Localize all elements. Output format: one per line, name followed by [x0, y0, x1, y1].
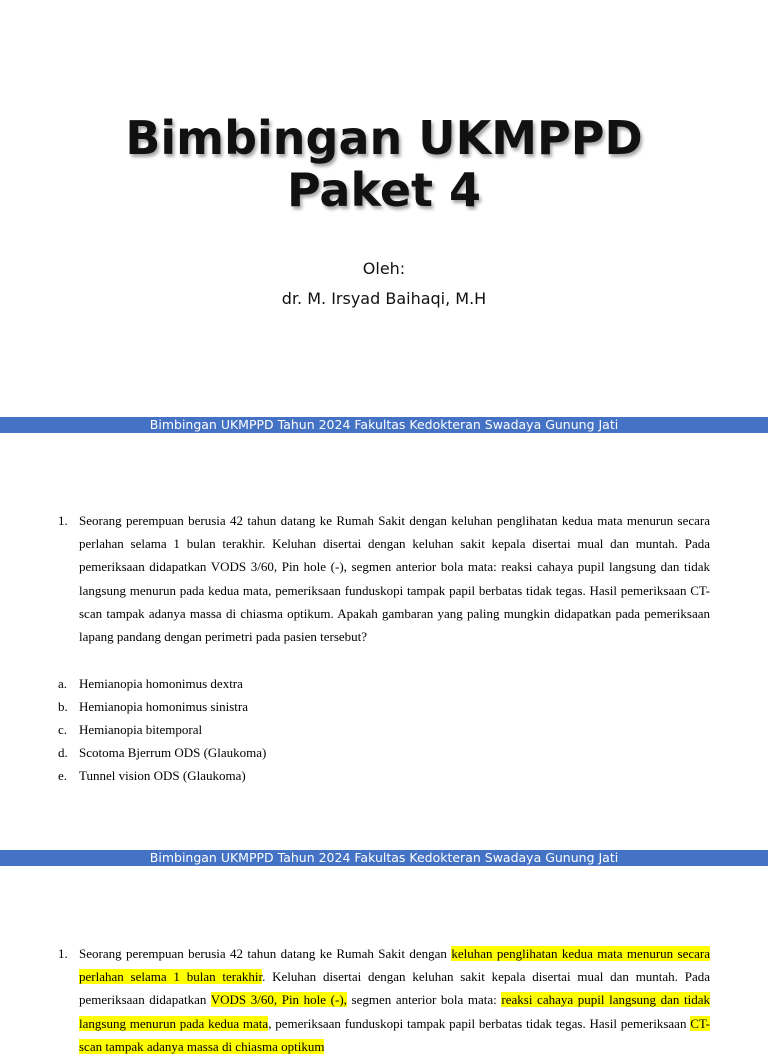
footer-band: Bimbingan UKMPPD Tahun 2024 Fakultas Kedokteran Swadaya Gunung Jati [0, 850, 768, 866]
question-1 [58, 509, 710, 648]
question-number: 1. [58, 513, 68, 528]
option-e [58, 764, 710, 787]
highlight-pupil-reflex: reaksi cahaya pupil langsung dan tidak langsung menurun pada kedua mata [79, 992, 711, 1031]
question-1-highlighted [58, 942, 710, 1058]
question-number: 1. [58, 946, 68, 961]
title-line-2: Paket 4 [286, 163, 482, 217]
footer-band: Bimbingan UKMPPD Tahun 2024 Fakultas Kedokteran Swadaya Gunung Jati [0, 417, 768, 433]
option-c [58, 718, 710, 741]
by-label: Oleh: [362, 259, 406, 278]
option-text: Tunnel vision ODS (Glaukoma) [79, 768, 246, 783]
option-text: Hemianopia homonimus sinistra [79, 699, 248, 714]
question-text-highlighted [79, 942, 710, 1058]
option-letter: b. [58, 699, 68, 714]
title-line-1: Bimbingan UKMPPD [125, 111, 643, 165]
option-text: Hemianopia homonimus dextra [79, 676, 243, 691]
option-letter: c. [58, 722, 68, 737]
text-segment: . Keluhan disertai dengan keluhan sakit kepala disertai mual dan muntah. Pada pemeriksaan didapatkan [79, 969, 710, 1008]
author-name: dr. M. Irsyad Baihaqi, M.H [281, 289, 487, 308]
highlight-ct-scan: CT-scan tampak adanya massa di chiasma optikum [79, 1015, 710, 1054]
text-segment: , pemeriksaan funduskopi tampak papil berbatas tidak tegas. Hasil pemeriksaan [268, 1015, 691, 1031]
option-b [58, 695, 710, 718]
highlight-complaint: keluhan penglihatan kedua mata menurun secara perlahan selama 1 bulan terakhir [79, 946, 710, 985]
option-a [58, 672, 710, 695]
answer-options [58, 672, 710, 787]
option-letter: e. [58, 768, 68, 783]
option-text: Hemianopia bitemporal [79, 722, 203, 737]
question-text: Seorang perempuan berusia 42 tahun datang ke Rumah Sakit dengan keluhan penglihatan kedua mata menurun secara perlahan selama 1 bulan terakhir. Keluhan disertai dengan keluhan sakit kepala disertai mual dan muntah. Pada pemeriksaan didapatkan VODS 3/60, Pin hole (-), segmen anterior bola mata: reaksi cahaya pupil langsung dan tidak langsung menurun pada kedua mata, pemeriksaan funduskopi tampak papil berbatas tidak tegas. Hasil pemeriksaan CT-scan tampak adanya massa di chiasma optikum. Apakah gambaran yang paling mungkin didapatkan pada pemeriksaan lapang pandang dengan perimetri pada pasien tersebut? [79, 513, 710, 645]
option-letter: d. [58, 745, 68, 760]
text-segment: segmen anterior bola mata: [346, 992, 502, 1008]
option-letter: a. [58, 676, 68, 691]
option-text: Scotoma Bjerrum ODS (Glaukoma) [79, 745, 267, 760]
text-segment: Seorang perempuan berusia 42 tahun datang ke Rumah Sakit dengan [79, 946, 452, 961]
slide-title [0, 112, 768, 216]
highlight-visus: VODS 3/60, Pin hole (-), [210, 992, 347, 1008]
option-d [58, 741, 710, 764]
